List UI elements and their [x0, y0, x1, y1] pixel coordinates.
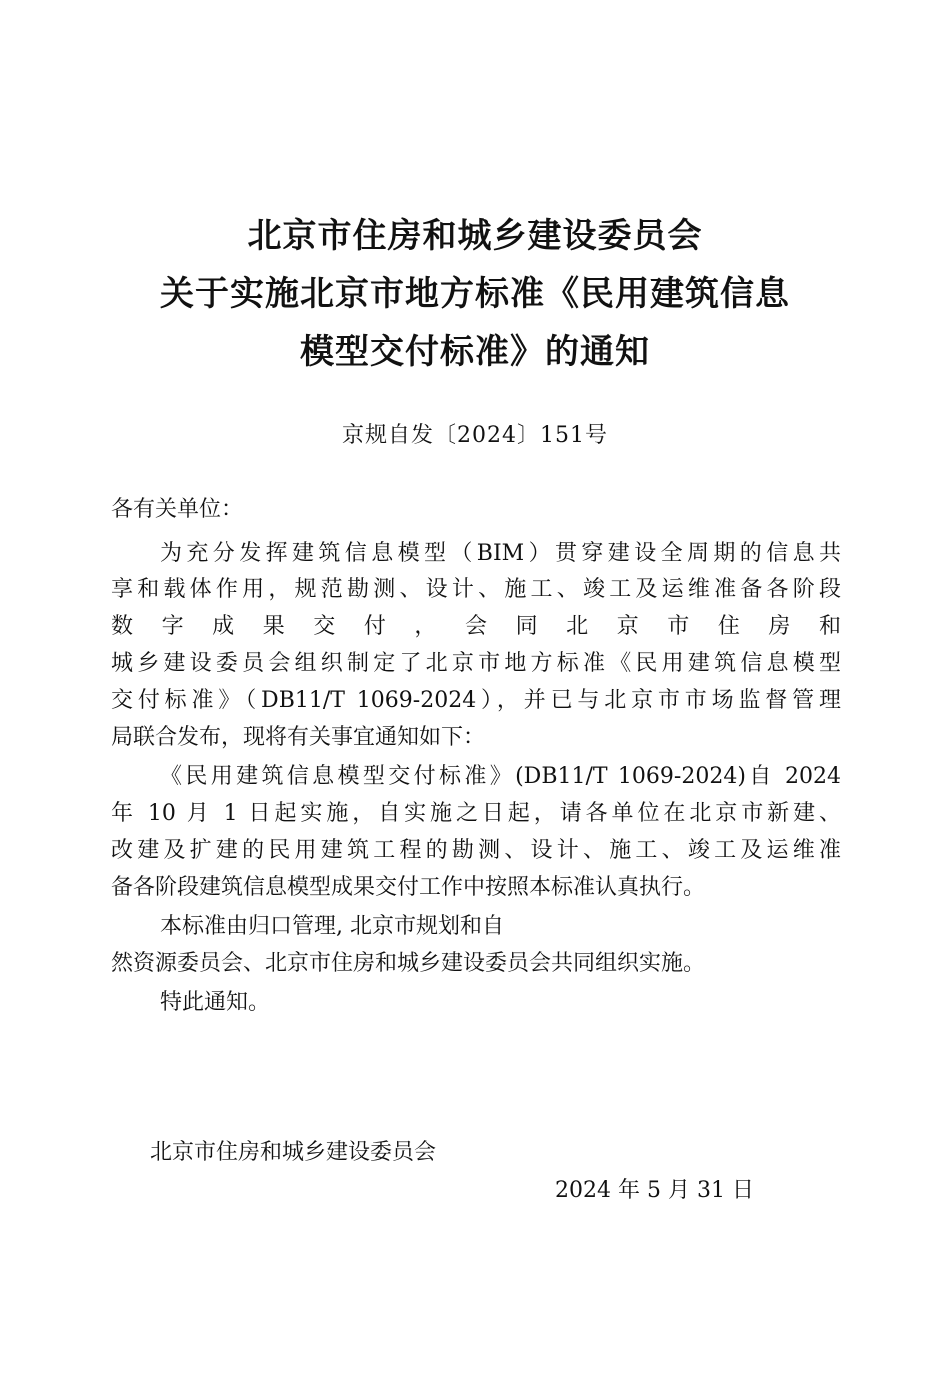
paragraph-1-line: 为充分发挥建筑信息模型（BIM）贯穿建设全周期的信息共	[160, 541, 841, 566]
salutation: 各有关单位：	[111, 497, 244, 522]
document-number: 京规自发〔2024〕151号	[342, 423, 608, 448]
paragraph-2-line: 《民用建筑信息模型交付标准》(DB11/T 1069-2024)自 2024	[160, 764, 841, 789]
title-line-1: 北京市住房和城乡建设委员会	[247, 216, 703, 256]
closing-remark: 特此通知。	[160, 990, 271, 1015]
paragraph-1-line: 数 字 成 果 交 付 ， 会 同 北 京 市 住 房 和	[111, 614, 841, 639]
title-line-2: 关于实施北京市地方标准《民用建筑信息	[160, 274, 790, 314]
title-line-3: 模型交付标准》的通知	[300, 332, 650, 372]
paragraph-1-line: 局联合发布，现将有关事宜通知如下：	[111, 725, 486, 750]
paragraph-1-line: 交付标准》（DB11/T 1069-2024），并已与北京市市场监督管理	[111, 688, 841, 713]
paragraph-1-line: 城乡建设委员会组织制定了北京市地方标准《民用建筑信息模型	[111, 651, 841, 676]
paragraph-2-line: 改建及扩建的民用建筑工程的勘测、设计、施工、竣工及运维准	[111, 838, 841, 863]
paragraph-3-line: 然资源委员会、北京市住房和城乡建设委员会共同组织实施。	[111, 951, 706, 976]
issue-date: 2024 年 5 月 31 日	[555, 1178, 754, 1203]
paragraph-2-line: 年 10 月 1 日起实施，自实施之日起，请各单位在北京市新建、	[111, 801, 841, 826]
paragraph-1-line: 享和载体作用，规范勘测、设计、施工、竣工及运维准备各阶段	[111, 577, 841, 602]
paragraph-3-line: 本标准由归口管理, 北京市规划和自	[160, 914, 504, 939]
signer: 北京市住房和城乡建设委员会	[150, 1140, 437, 1165]
paragraph-2-line: 备各阶段建筑信息模型成果交付工作中按照本标准认真执行。	[111, 875, 706, 900]
